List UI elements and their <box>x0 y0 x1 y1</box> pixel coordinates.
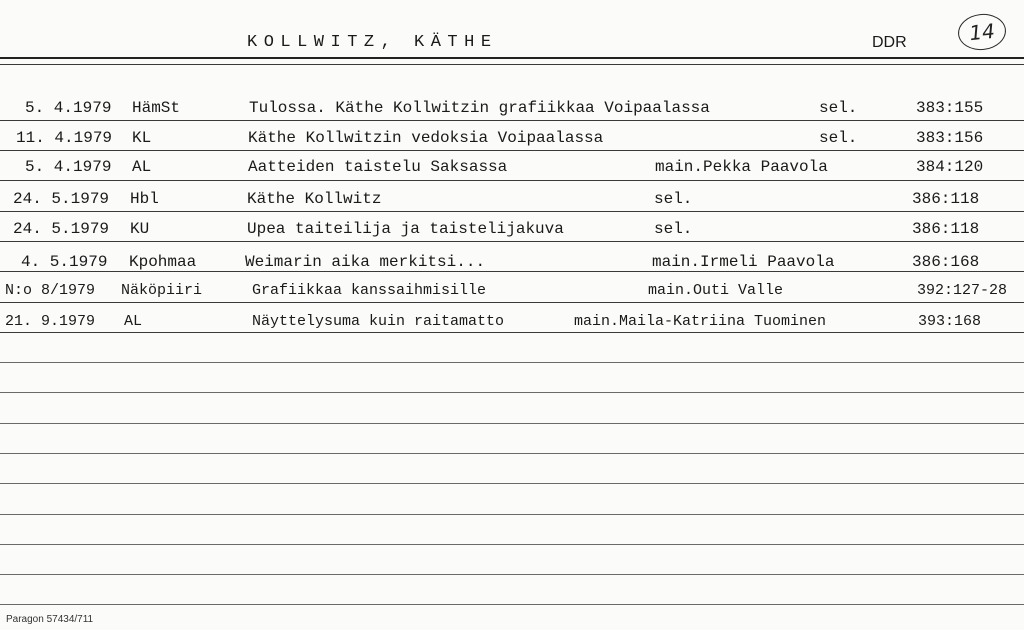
entry-ref: 386:168 <box>912 253 980 271</box>
entry-title: Tulossa. Käthe Kollwitzin grafiikkaa Voipaalassa <box>249 99 710 117</box>
ruled-line <box>0 604 1024 605</box>
entry-row <box>0 154 1024 180</box>
entry-title: Weimarin aika merkitsi... <box>245 253 486 271</box>
entry-title: Aatteiden taistelu Saksassa <box>248 158 508 176</box>
entry-title: Grafiikkaa kanssaihmisille <box>252 282 487 299</box>
entry-author: main.Pekka Paavola <box>655 158 828 176</box>
entry-title: Näyttelysuma kuin raitamatto <box>252 313 505 330</box>
entry-source: AL <box>124 313 143 330</box>
ruled-line <box>0 392 1024 393</box>
entry-author: sel. <box>819 129 858 147</box>
entry-source: KL <box>132 129 152 147</box>
entry-source: HämSt <box>132 99 181 117</box>
entry-date: 11. 4.1979 <box>16 129 113 147</box>
entry-row <box>0 95 1024 121</box>
entry-title: Upea taiteilija ja taistelijakuva <box>247 220 564 238</box>
ruled-line <box>0 483 1024 484</box>
ruled-line <box>0 180 1024 181</box>
entry-date: 21. 9.1979 <box>5 313 96 330</box>
entry-date: 5. 4.1979 <box>25 99 112 117</box>
entry-ref: 392:127-28 <box>917 282 1008 299</box>
entry-date: N:o 8/1979 <box>5 282 96 299</box>
entry-ref: 383:156 <box>916 129 984 147</box>
entry-source: KU <box>130 220 150 238</box>
entry-row <box>0 278 1024 304</box>
entry-ref: 384:120 <box>916 158 984 176</box>
ruled-line <box>0 514 1024 515</box>
entry-author: main.Maila-Katriina Tuominen <box>574 313 827 330</box>
entry-date: 24. 5.1979 <box>13 190 110 208</box>
ruled-line <box>0 423 1024 424</box>
card-number-circle: 14 <box>956 12 1008 53</box>
ruled-line <box>0 150 1024 151</box>
card-title: KOLLWITZ, KÄTHE <box>247 33 498 52</box>
header-rule <box>0 57 1024 59</box>
entry-author: sel. <box>819 99 858 117</box>
entry-source: AL <box>132 158 152 176</box>
entry-date: 24. 5.1979 <box>13 220 110 238</box>
entry-row <box>0 125 1024 151</box>
entry-ref: 386:118 <box>912 190 980 208</box>
header-rule-2 <box>0 64 1024 65</box>
ruled-line <box>0 574 1024 575</box>
entry-row <box>0 216 1024 242</box>
ruled-line <box>0 332 1024 333</box>
entry-title: Käthe Kollwitz <box>247 190 382 208</box>
entry-author: main.Outi Valle <box>648 282 784 299</box>
entry-author: sel. <box>654 220 693 238</box>
entry-date: 4. 5.1979 <box>21 253 108 271</box>
entry-author: main.Irmeli Paavola <box>652 253 835 271</box>
ruled-line <box>0 453 1024 454</box>
ruled-line <box>0 241 1024 242</box>
entry-date: 5. 4.1979 <box>25 158 112 176</box>
entry-row <box>0 186 1024 212</box>
entry-title: Käthe Kollwitzin vedoksia Voipaalassa <box>248 129 604 147</box>
ruled-line <box>0 120 1024 121</box>
entry-ref: 383:155 <box>916 99 984 117</box>
printer-imprint: Paragon 57434/711 <box>6 614 94 625</box>
ruled-line <box>0 362 1024 363</box>
country-code: DDR <box>872 34 907 51</box>
entry-author: sel. <box>654 190 693 208</box>
entry-source: Hbl <box>130 190 159 208</box>
ruled-line <box>0 271 1024 272</box>
entry-source: Kpohmaa <box>129 253 197 271</box>
ruled-line <box>0 544 1024 545</box>
ruled-line <box>0 302 1024 303</box>
ruled-line <box>0 211 1024 212</box>
entry-source: Näköpiiri <box>121 282 203 299</box>
entry-ref: 393:168 <box>918 313 982 330</box>
entry-ref: 386:118 <box>912 220 980 238</box>
